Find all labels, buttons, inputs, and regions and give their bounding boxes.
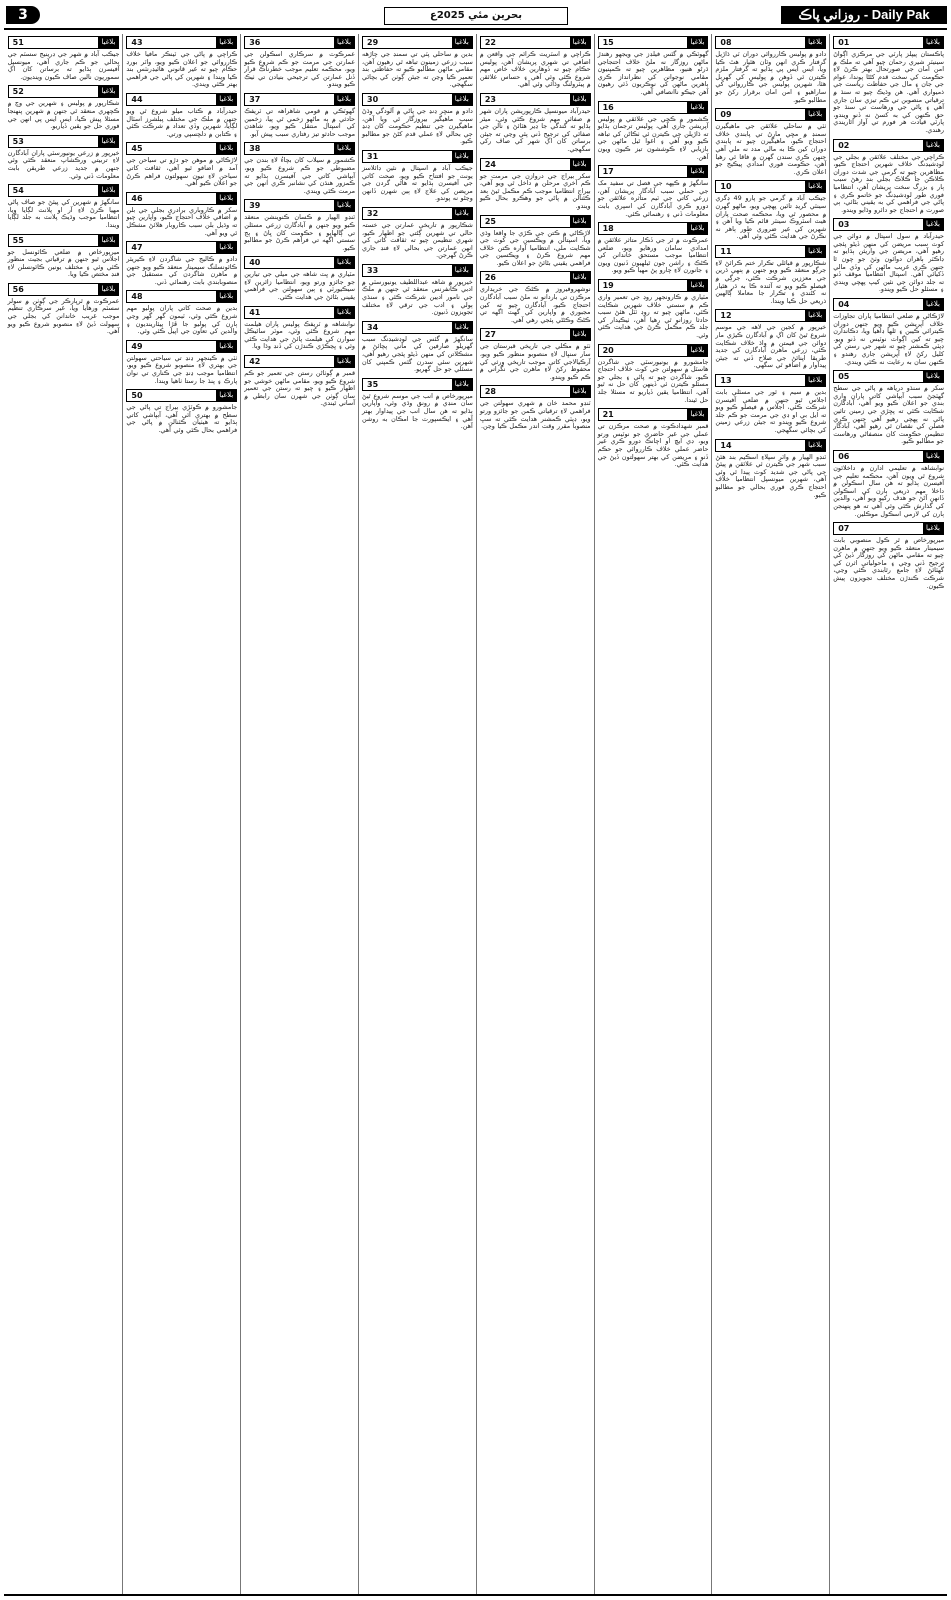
notice-number: 42 xyxy=(249,357,261,367)
notice-text: لاڙڪاڻي ۾ ضلعي انتظاميا پاران تجاوزات خلاف آپريشن ڪيو ويو جنهن دوران ڪيترائي ڪيبن ۽ ٿلها ڊاهيا ويا، دڪاندارن چيو ته کين اڳواٽ نوٽيس نه ڏنو ويو. ڊپٽي ڪمشنر چيو ته شهر جي رستن کي کليل رکڻ لاءِ آپريشن جاري رهندو ۽ ڪنهن سان به رعايت نه ڪئي ويندي. xyxy=(833,312,944,366)
notice-header xyxy=(362,321,473,334)
notice-number: 18 xyxy=(602,224,614,234)
notice-item xyxy=(8,135,120,180)
notice-item xyxy=(8,184,120,229)
notice-number: 19 xyxy=(602,281,614,291)
notice-text: ٽنڊو محمد خان ۾ شهري سهولتن جي فراهمي لاءِ ترقياتي ڪمن جو جائزو ورتو ويو، ڊپٽي ڪمشنر هدايت ڪئي ته سڀ منصوبا مقرر وقت اندر مڪمل ڪيا وڃن. xyxy=(479,399,591,431)
notice-number: 25 xyxy=(484,216,496,226)
notice-number: 39 xyxy=(249,201,261,211)
notice-tag: بلاغيا xyxy=(805,181,825,192)
notice-header xyxy=(362,264,473,277)
notice-text: خيرپور ۾ کجين جي لاهه جي موسم شروع ٿيڻ کان اڳ ۾ آبادگارن ڪيڙي مار دوائن جي قيمتن ۾ واڌ خلاف شڪايت ڪئي، زرعي ماهرن آبادگارن کي جديد طريقا اپنائڻ جي صلاح ڏني ته جيئن پيداوار ۾ اضافو ٿي سگهي. xyxy=(715,323,827,370)
notice-number: 09 xyxy=(720,110,732,120)
notice-text: نوابشاهه ۾ تعليمي ادارن ۾ داخلائون شروع ٿي ويون آهن، محڪمه تعليم جي آفيسرن ٻڌايو ته هن سال اسڪولن ۾ داخلا مهم ذريعي ٻارن کي اسڪولن ڏانهن آڻڻ جو هدف رکيو ويو آهي، والدين کي گذارش ڪئي وئي آهي ته هو پنهنجن ٻارن کي لازمي اسڪول موڪلين. xyxy=(833,463,944,518)
notice-item xyxy=(715,309,826,370)
notice-tag: بلاغيا xyxy=(452,151,472,162)
notice-text: ميرپورخاص ۾ ضلعي ڪائونسل جو اجلاس ٿيو جنهن ۾ ترقياتي بجيٽ منظور ڪئي وئي ۽ مختلف يونين ڪائونسلن لاءِ فنڊ مختص ڪيا ويا. xyxy=(7,247,120,279)
notice-header xyxy=(715,180,826,193)
notice-header xyxy=(715,36,826,49)
notice-text: گهوٽڪي ۾ گئس فيلڊز جي ويجهو رهندڙ ماڻهن روزگار نه ملڻ خلاف احتجاجي ڌرڻو هنيو، مظاهرين چيو ته ڪمپنيون مقامي نوجوانن کي نظرانداز ڪري ٻاهرين ماڻهن کي نوڪريون ڏئي رهيون آهن جيڪو ناانصافي آهي. xyxy=(597,50,709,96)
notice-tag: بلاغيا xyxy=(687,166,707,177)
notice-number: 41 xyxy=(249,307,261,317)
notice-tag: بلاغيا xyxy=(570,272,590,283)
notice-number: 53 xyxy=(12,136,24,146)
notice-text: نوشهروفيروز ۾ ڪڻڪ جي خريداري مرڪزن تي باردانو نه ملڻ سبب آبادگارن احتجاج ڪيو، آبادگارن چيو ته کين مجبوري ۾ واپارين کي گهٽ اگهه تي ڪڻڪ وڪڻڻي پئجي رهي آهي. xyxy=(479,285,591,324)
notice-item xyxy=(126,241,237,286)
notice-header xyxy=(715,374,826,387)
notice-text: جامشورو ۾ يونيورسٽي جي شاگردن هاسٽل ۾ سهولتن جي کوٽ خلاف احتجاج ڪيو، شاگردن چيو ته پاڻي ۽ بجلي جو مسئلو ڪيترن ئي ڏينهن کان حل نه ٿيو آهي، انتظاميا يقين ڏياريو ته مسئلا جلد حل ٿيندا. xyxy=(597,357,709,404)
notice-item xyxy=(8,234,120,279)
notice-text: قمبر شهدادڪوٽ ۾ صحت مرڪزن تي عملي جي غير حاضري جو نوٽيس ورتو ويو، ڊي ايڇ او اچانڪ دورو ڪري غير حاضر عملي خلاف ڪارروائي جو حڪم ڏنو ۽ مريضن کي بهتر سهولتون ڏيڻ جي هدايت ڪئي. xyxy=(597,422,709,469)
notice-item xyxy=(244,36,355,89)
notice-header xyxy=(480,93,591,106)
notice-number: 22 xyxy=(484,38,496,47)
notice-number: 11 xyxy=(720,246,732,256)
notice-tag: بلاغيا xyxy=(805,246,825,257)
notice-number: 47 xyxy=(131,243,143,253)
notice-number: 48 xyxy=(131,292,143,302)
text-column xyxy=(122,34,240,1596)
notice-header xyxy=(715,245,826,258)
notice-tag: بلاغيا xyxy=(452,265,472,276)
notice-text: جيڪب آباد ۾ اسپتال ۾ نئين ڊائلاسز يونٽ جو افتتاح ڪيو ويو، صحت کاتي جي آفيسرن ٻڌايو ته هاڻي گردن جي مريضن کي علاج لاءِ ٻين شهرن ڏانهن وڃڻو نه پوندو. xyxy=(362,163,473,203)
notice-number: 20 xyxy=(602,345,614,355)
columns-area xyxy=(4,34,947,1596)
notice-item xyxy=(715,439,826,500)
notice-tag: بلاغيا xyxy=(452,37,472,48)
notice-number: 31 xyxy=(367,151,379,161)
notice-text: ٺٽي ۾ ڪينجهر ڍنڍ تي سياحتي سهولتن جي بهتري لاءِ منصوبو شروع ڪيو ويو، انتظاميا موجب ڍنڍ جي ڪناري تي نوان پارڪ ۽ پنڌ جا رستا ٺاهيا ويندا. xyxy=(126,353,238,385)
notice-text: حيدرآباد ۾ ڪتاب ميلو شروع ٿي ويو جنهن ۾ ملڪ جي مختلف پبلشرز اسٽال لڳايا، شهرين وڏي تعداد ۾ شرڪت ڪئي ۽ ڪتابن ۾ دلچسپي ورتي. xyxy=(126,106,238,138)
notice-number: 55 xyxy=(12,235,24,245)
notice-text: ميرپورخاص ۾ ٿر ڪول منصوبي بابت سيمينار منعقد ڪيو ويو جنهن ۾ ماهرن چيو ته مقامي ماڻهن کي روزگار ڏيڻ کي ترجيح ڏني وڃي ۽ ماحولياتي اثرن کي گهٽائڻ لاءِ جامع رٿابندي ڪئي وڃي، شرڪت ڪندڙن مختلف تجويزون پيش ڪيون. xyxy=(833,536,944,590)
notice-text: ڪراچي ۾ اسٽريٽ ڪرائم جي واقعن ۾ اضافي تي شهري پريشان آهن، پوليس حڪام چيو ته ڏوهارين خلاف خاص مهم شروع ڪئي وئي آهي ۽ حساس علائقن ۾ پيٽرولنگ وڌائي وئي آهي. xyxy=(479,50,591,89)
notice-number: 28 xyxy=(484,387,496,397)
notice-text: نوابشاهه ۾ ٽريفڪ پوليس پاران هيلمٽ مهم شروع ڪئي وئي، موٽر سائيڪل سوارن کي هيلمٽ پائڻ جي هدايت ڪئي وئي ۽ ڀڃڪڙي ڪندڙن کي ڏنڊ وڌا ويا. xyxy=(244,319,356,351)
notice-number: 15 xyxy=(602,38,614,47)
notice-header xyxy=(8,36,120,49)
notice-number: 34 xyxy=(367,322,379,332)
notice-text: عمرڪوٽ ۾ سرڪاري اسڪولن جي عمارتن جي مرمت جو ڪم شروع ڪيو ويو، محڪمه تعليم موجب خطرناڪ قرار ڏنل عمارتن کي ترجيحي بنيادن تي ٺيڪ ڪيو ويندو. xyxy=(244,50,356,89)
notice-item xyxy=(244,142,355,195)
notice-item xyxy=(833,450,944,518)
notice-item xyxy=(8,85,120,130)
notice-header xyxy=(480,36,591,49)
notice-number: 54 xyxy=(12,186,24,196)
notice-tag: بلاغيا xyxy=(98,136,118,147)
notice-item xyxy=(480,93,591,154)
notice-item xyxy=(126,290,237,335)
notice-header xyxy=(480,271,591,284)
notice-text: بدين ۾ ساحلي پٽي تي سمنڊ جي چاڙهه سبب زرعي زمينون تباهه ٿي رهيون آهن، مقامي ماڻهن مطالبو ڪيو ته حفاظتي بند تعمير ڪيا وڃن ته جيئن ڳوٺن کي بچائي سگهجي. xyxy=(362,50,473,89)
notice-header xyxy=(362,93,473,106)
notice-tag: بلاغيا xyxy=(923,140,943,151)
notice-text: خيرپور ۾ شاهه عبداللطيف يونيورسٽي ۾ ادبي ڪانفرنس منعقد ٿي جنهن ۾ ملڪ جي نامور اديبن شرڪت ڪئي ۽ سنڌي ٻولي ۽ ادب جي ترقي لاءِ مختلف تجويزون ڏنيون. xyxy=(362,277,473,317)
notice-text: مٽياري ۾ ڀٽ شاهه جي ميلي جي تيارين جو جائزو ورتو ويو، انتظاميا زائرين لاءِ سيڪيورٽي ۽ ٻين سهولتن جي فراهمي يقيني بڻائڻ جي هدايت ڪئي. xyxy=(244,270,356,302)
notice-text: خيرپور ۾ زرعي يونيورسٽي پاران آبادگارن لاءِ تربيتي ورڪشاپ منعقد ڪئي وئي جنهن ۾ جديد زرعي طريقن بابت معلومات ڏني وئي. xyxy=(7,148,120,180)
page-number: 3 xyxy=(6,6,40,24)
notice-header xyxy=(598,408,709,421)
notice-number: 21 xyxy=(602,410,614,420)
notice-tag: بلاغيا xyxy=(805,375,825,386)
notice-text: دادو ۾ پوليس ڪارروائي دوران ٽي ڌاڙيل گرفتار ڪري انهن وٽان هٿيار هٿ ڪيا ويا، ايس ايس پي ٻڌايو ته گرفتار ملزم ڪيترن ئي ڏوهن ۾ پوليس کي گهربل هئا، شهرين پوليس جي ڪارروائي کي ساراهيو ۽ امن امان برقرار رکڻ جو مطالبو ڪيو. xyxy=(715,50,827,104)
notice-number: 05 xyxy=(838,372,850,382)
notice-item xyxy=(244,93,355,138)
notice-header xyxy=(833,370,944,383)
notice-number: 13 xyxy=(720,376,732,385)
notice-header xyxy=(362,150,473,163)
notice-header xyxy=(598,222,709,235)
notice-number: 10 xyxy=(720,182,732,192)
notice-tag: بلاغيا xyxy=(805,109,825,120)
notice-header xyxy=(715,309,826,322)
notice-header xyxy=(715,108,826,121)
notice-tag: بلاغيا xyxy=(570,94,590,105)
notice-text: لاڙڪاڻي ۾ ڪتن جي ڪڙي جا واقعا وڌي ويا، اسپتالن ۾ ويڪسين جي کوٽ جي شڪايت ملي، انتظاميا آواره ڪتن خلاف مهم شروع ڪرڻ ۽ ويڪسين جي فراهمي يقيني بڻائڻ جو اعلان ڪيو. xyxy=(479,228,591,267)
notice-tag: بلاغيا xyxy=(98,284,118,295)
notice-text: دادو ۾ ڪاليج جي شاگردن لاءِ ڪيريئر ڪائونسلنگ سيمينار منعقد ڪيو ويو جنهن ۾ ماهرن شاگردن کي مستقبل جي منصوبابندي بابت رهنمائي ڏني. xyxy=(126,255,238,286)
notice-header xyxy=(8,283,120,296)
page-header xyxy=(4,4,947,30)
notice-tag: بلاغيا xyxy=(805,440,825,451)
notice-text: سانگهڙ ۾ گئس جي لوڊشيڊنگ سبب گهريلو صارفين کي ماني پچائڻ ۾ مشڪلاتن کي منهن ڏيڻو پئجي رهيو آهي، شهرين سئي سدرن گئس ڪمپني کان مسئلي جو حل گهريو. xyxy=(362,334,473,374)
notice-item xyxy=(126,93,237,138)
notice-item xyxy=(362,264,473,317)
notice-number: 52 xyxy=(12,87,24,97)
notice-number: 46 xyxy=(131,193,143,203)
notice-text: ڪشمور ۾ ڪچي جي علائقي ۾ پوليس آپريشن جاري آهي، پوليس ترجمان ٻڌايو ته ڌاڙيلن جي ڪيترن ئي ٺڪاڻن کي تباهه ڪيو ويو آهي ۽ اغوا ٿيل ماڻهن جي بازيابي لاءِ ڪوششون تيز ڪيون ويون آهن. xyxy=(597,114,709,161)
notice-text: ٽنڊو الهيار ۾ واٽر سپلاءِ اسڪيم بند هئڻ سبب شهر جي ڪيترن ئي علائقن ۾ پيئڻ جي پاڻي جي شديد کوٽ پيدا ٿي وئي آهي، شهرين ميونسپل انتظاميا خلاف احتجاج ڪري فوري بحالي جو مطالبو ڪيو. xyxy=(715,452,827,499)
notice-text: دادو ۾ منڇر ڍنڍ جي پاڻي ۾ آلودگي وڌڻ سبب ماهيگير بيروزگار ٿي ويا آهن، ماهيگيرن جي تنظيم حڪومت کان ڍنڍ جي بحالي لاءِ عملي قدم کڻڻ جو مطالبو ڪيو. xyxy=(362,106,473,146)
notice-item xyxy=(715,108,826,176)
notice-item xyxy=(598,36,709,97)
text-column xyxy=(5,34,123,1596)
notice-header xyxy=(8,85,120,98)
notice-item xyxy=(833,298,944,366)
notice-text: شڪارپور ۾ پوليس ۽ شهرين جي وچ ۾ ڪچهري منعقد ٿي جنهن ۾ شهرين پنهنجا مسئلا پيش ڪيا، ايس ايس پي انهن جي فوري حل جو يقين ڏياريو. xyxy=(7,99,120,131)
notice-text: ڪراچي ۾ پاڻي جي ٽينڪر مافيا خلاف ڪارروائي جو اعلان ڪيو ويو، واٽر بورڊ حڪام چيو ته غير قانوني هائيڊرنٽس بند ڪيا ويندا ۽ شهرين کي پاڻي جي فراهمي بهتر ڪئي ويندي. xyxy=(126,50,238,89)
notice-number: 30 xyxy=(367,94,379,104)
notice-number: 32 xyxy=(367,208,379,218)
notice-header xyxy=(244,36,355,49)
notice-tag: بلاغيا xyxy=(98,185,118,196)
notice-header xyxy=(244,142,355,155)
notice-header xyxy=(126,389,237,402)
notice-tag: بلاغيا xyxy=(687,37,707,48)
notice-header xyxy=(598,165,709,178)
notice-header xyxy=(244,199,355,212)
notice-item xyxy=(715,180,826,241)
notice-text: سکر بيراج جي دروازن جي مرمت جو ڪم آخري مرحلن ۾ داخل ٿي ويو آهي، بيراج انتظاميا موجب ڪم مڪمل ٿيڻ بعد ڪئنالن ۾ پاڻي جو وهڪرو بحال ڪيو ويندو. xyxy=(479,171,591,210)
notice-number: 06 xyxy=(838,451,850,461)
notice-item xyxy=(126,142,237,187)
notice-item xyxy=(362,321,473,374)
text-column xyxy=(594,34,712,1596)
notice-tag: بلاغيا xyxy=(334,356,354,367)
notice-tag: بلاغيا xyxy=(923,371,943,382)
notice-text: شڪارپور ۾ تاريخي عمارتن جي خستہ حالي تي شهرين ڳڻتي جو اظهار ڪيو، شهري تنظيمن چيو ته ثقافت کاتي کي انهن عمارتن جي بحالي لاءِ فنڊ جاري ڪرڻ گهرجن. xyxy=(362,220,473,260)
notice-number: 04 xyxy=(838,300,850,310)
notice-tag: بلاغيا xyxy=(216,242,236,253)
notice-tag: بلاغيا xyxy=(923,451,943,462)
notice-number: 24 xyxy=(484,159,496,169)
notice-item xyxy=(362,207,473,260)
notice-text: سانگهڙ ۾ شهرين کي پيئڻ جو صاف پاڻي مهيا ڪرڻ لاءِ آر او پلانٽ لڳايا ويا، انتظاميا موجب وڌيڪ پلانٽ به جلد لڳايا ويندا. xyxy=(7,198,120,229)
notice-number: 44 xyxy=(131,94,143,104)
notice-item xyxy=(480,215,591,268)
notice-tag: بلاغيا xyxy=(216,341,236,352)
notice-number: 07 xyxy=(838,524,850,534)
notice-item xyxy=(480,328,591,381)
notice-tag: بلاغيا xyxy=(687,345,707,356)
notice-item xyxy=(598,222,709,275)
notice-text: سکر ۾ ڪاروباري برادري بجلي جي بلن ۾ اضافي خلاف احتجاج ڪيو، واپارين چيو ته وڌيل بلن سبب ڪاروبار هلائڻ مشڪل ٿي ويو آهي. xyxy=(126,205,238,237)
notice-number: 38 xyxy=(249,144,261,154)
notice-text: جامشورو ۾ ڪوٽڙي بيراج تي پاڻي جي سطح ۾ بهتري آئي آهي، آبپاشي کاتي ٻڌايو ته هيٺيان ڪئنالن ۾ پاڻي جي فراهمي بحال ڪئي وئي آهي. xyxy=(126,403,238,434)
notice-tag: بلاغيا xyxy=(334,200,354,211)
bottom-rule xyxy=(4,1594,947,1596)
notice-tag: بلاغيا xyxy=(334,257,354,268)
notice-item xyxy=(362,150,473,203)
notice-number: 40 xyxy=(249,258,261,268)
notice-number: 33 xyxy=(367,265,379,275)
notice-text: عمرڪوٽ ۾ ٿر جي ڏڪار متاثر علائقن ۾ امدادي سامان ورهايو ويو، ضلعي انتظاميا موجب مستحق خاندانن کي ڪڻڪ ۽ راشن جون ٿيلهيون ڏنيون ويون ۽ جانورن لاءِ چارو پڻ مهيا ڪيو ويو. xyxy=(597,236,709,275)
notice-item xyxy=(244,355,355,408)
notice-item xyxy=(598,279,709,340)
notice-tag: بلاغيا xyxy=(570,216,590,227)
notice-header xyxy=(8,135,120,148)
notice-header xyxy=(598,279,709,292)
notice-number: 43 xyxy=(131,38,143,47)
notice-number: 49 xyxy=(131,341,143,351)
notice-text: قمبر ۾ ڳوٺاڻن رستن جي تعمير جو ڪم شروع ڪيو ويو، مقامي ماڻهن خوشي جو اظهار ڪيو ۽ چيو ته رستن جي تعمير سان ڳوٺن جي شهرن سان رابطي ۾ آساني ٿيندي. xyxy=(244,369,356,408)
notice-header xyxy=(8,184,120,197)
notice-item xyxy=(833,139,944,215)
notice-text: ٺٽي ۾ ساحلي علائقن جي ماهيگيرن سمنڊ ۾ مڇي مارڻ تي پابندي خلاف احتجاج ڪيو، ماهيگيرن چيو ته پابندي دوران کين ڪا به مالي مدد نه ملي آهي جنهن ڪري سندن گهرن ۾ فاقا ٿي رهيا آهن، حڪومت فوري امدادي پيڪيج جو اعلان ڪري. xyxy=(715,122,827,176)
notice-text: بدين ۾ صحت کاتي پاران پوليو مهم شروع ڪئي وئي، ٽيمون گهر گهر وڃي ٻارن کي پوليو جا ڦڙا پيئارينديون ۽ والدين کي تعاون جي اپيل ڪئي وئي. xyxy=(126,304,238,336)
notice-header xyxy=(362,36,473,49)
notice-number: 26 xyxy=(484,273,496,283)
notice-text: جيڪب آباد ۾ گرمي جو پارو 49 ڊگري سينٽي گريڊ تائين پهچي ويو، ماڻهو گهرن ۾ محصور ٿي ويا، محڪمه صحت پاران هيٽ اسٽروڪ سينٽر قائم ڪيا ويا آهن ۽ شهرين کي غير ضروري طور ٻاهر نه نڪرڻ جي هدايت ڪئي وئي آهي. xyxy=(715,194,827,241)
notice-item xyxy=(8,283,120,336)
notice-header xyxy=(480,385,591,398)
notice-text: ڪراچي جي مختلف علائقن ۾ بجلي جي لوڊشيڊنگ خلاف شهرين احتجاج ڪيو، مظاهرين چيو ته گرمي جي شدت دوران ڪلاڪن جا ڪلاڪ بجلي بند رهڻ سبب ٻار ۽ بزرگ سخت پريشان آهن، انتظاميا فوري طور لوڊشيڊنگ جو خاتمو ڪري ۽ پاڻي جي فراهمي کي به يقيني بڻائي، ٻي صورت ۾ احتجاج جو دائرو وڌايو ويندو. xyxy=(833,152,944,214)
notice-tag: بلاغيا xyxy=(687,280,707,291)
notice-text: عمرڪوٽ ۾ ٿرپارڪر جي ڳوٺن ۾ سولر سسٽم ورهايا ويا، غير سرڪاري تنظيم موجب غريب خاندانن کي بجلي جي سهولت ڏيڻ لاءِ منصوبو شروع ڪيو ويو آهي. xyxy=(7,296,120,336)
notice-text: ميرپورخاص ۾ انب جي موسم شروع ٿيڻ سان منڊي ۾ رونق وڌي وئي، واپارين ٻڌايو ته هن سال انب جي پيداوار بهتر آهي ۽ ايڪسپورٽ جا امڪان به روشن آهن. xyxy=(362,391,473,431)
notice-header xyxy=(8,234,120,247)
notice-header xyxy=(715,439,826,452)
notice-header xyxy=(126,192,237,205)
text-column xyxy=(476,34,594,1596)
notice-tag: بلاغيا xyxy=(216,94,236,105)
notice-item xyxy=(362,36,473,89)
notice-tag: بلاغيا xyxy=(334,37,354,48)
notice-header xyxy=(126,241,237,254)
notice-tag: بلاغيا xyxy=(98,37,118,48)
notice-tag: بلاغيا xyxy=(570,37,590,48)
notice-number: 36 xyxy=(249,38,261,47)
notice-item xyxy=(715,374,826,435)
notice-number: 02 xyxy=(838,140,850,150)
notice-text: مٽياري ۾ ڪارونجھر روڊ جي تعمير واري ڪم ۾ سستي خلاف شهرين شڪايت ڪئي، ماڻهن چيو ته روڊ ٽٽل هئڻ سبب حادثا روزانو ٿي رهيا آهن، ٺيڪيدار کي جلد ڪم مڪمل ڪرڻ جي هدايت ڪئي وئي. xyxy=(597,293,709,340)
notice-number: 35 xyxy=(367,379,379,389)
notice-text: جيڪب آباد ۾ شهر جي ڊرينيج سسٽم جي بحالي جو ڪم جاري آهي، ميونسپل آفيسرن ٻڌايو ته برساتن کان اڳ سموريون نالين صاف ڪيون وينديون. xyxy=(7,50,120,81)
notice-item xyxy=(244,256,355,301)
notice-header xyxy=(244,256,355,269)
notice-number: 01 xyxy=(838,38,850,47)
notice-tag: بلاغيا xyxy=(687,102,707,113)
notice-header xyxy=(833,298,944,311)
notice-item xyxy=(833,370,944,446)
notice-item xyxy=(833,522,944,590)
notice-tag: بلاغيا xyxy=(923,219,943,230)
notice-item xyxy=(833,36,944,135)
notice-tag: بلاغيا xyxy=(805,37,825,48)
notice-tag: بلاغيا xyxy=(216,37,236,48)
notice-text: ڪشمور ۾ سيلاب کان بچاءُ لاءِ بندن جي مضبوطي جو ڪم شروع ڪيو ويو، آبپاشي کاتي جي آفيسرن ٻڌايو ته ڪمزور هنڌن کي نشانبر ڪري انهن جي مرمت ڪئي ويندي. xyxy=(244,156,356,195)
notice-item xyxy=(244,199,355,252)
notice-text: ٺٽو ۾ مڪلي جي تاريخي قبرستان جي سار سنڀال لاءِ منصوبو منظور ڪيو ويو، آرڪيالاجي کاتي موجب تاريخي ورثي کي محفوظ رکڻ لاءِ ماهرن جي نگراني ۾ ڪم ڪيو ويندو. xyxy=(479,342,591,381)
notice-tag: بلاغيا xyxy=(452,94,472,105)
notice-tag: بلاغيا xyxy=(570,159,590,170)
notice-tag: بلاغيا xyxy=(923,37,943,48)
notice-tag: بلاغيا xyxy=(687,223,707,234)
notice-item xyxy=(833,218,944,294)
notice-tag: بلاغيا xyxy=(923,523,943,534)
notice-text: لاڙڪاڻي ۾ موهن جو دڙو تي سياحن جي آمد ۾ اضافو ٿيو آهي، ثقافت کاتي سياحن لاءِ نيون سهولتون فراهم ڪرڻ جو اعلان ڪيو آهي. xyxy=(126,156,238,188)
notice-item xyxy=(244,306,355,351)
notice-number: 56 xyxy=(12,284,24,294)
notice-tag: بلاغيا xyxy=(452,379,472,390)
notice-header xyxy=(126,36,237,49)
notice-header xyxy=(480,158,591,171)
notice-header xyxy=(833,450,944,463)
notice-number: 50 xyxy=(131,391,143,401)
notice-tag: بلاغيا xyxy=(216,291,236,302)
notice-item xyxy=(480,158,591,211)
text-column xyxy=(711,34,829,1596)
notice-item xyxy=(598,165,709,218)
notice-header xyxy=(833,36,944,49)
notice-header xyxy=(362,378,473,391)
notice-text: پاڪستان پيپلز پارٽي جي مرڪزي اڳواڻ سينيٽر شيري رحمان چيو آهي ته ملڪ ۾ امن امان جي صورتحال بهتر ڪرڻ لاءِ حڪومت کي سخت قدم کڻڻا پوندا، عوام جي جان ۽ مال جي حفاظت رياست جي ذميواري آهي. هن وڌيڪ چيو ته سنڌ ۾ ترقياتي منصوبن تي ڪم تيزي سان جاري آهي ۽ پاڻي جي ورهاست تي سنڌ جو حق ڪنهن کي به کسڻ نه ڏنو ويندو، پارٽي قيادت هر فورم تي آواز اٿاريندي رهندي. xyxy=(833,50,944,134)
notice-text: حيدرآباد ۾ سول اسپتال ۾ دوائن جي کوٽ سبب مريضن کي منهن ڏيڻو پئجي رهيو آهي، مريضن جي واريثن ٻڌايو ته ڊاڪٽر ٻاهران دوائون وٺڻ جو چون ٿا جنهن ڪري غريب ماڻهن کي وڏي مالي ڏکيائي آهي. اسپتال انتظاميا موقف ڏنو ته جلد دوائن جي نئين کيپ پهچي ويندي ۽ مسئلو حل ڪيو ويندو. xyxy=(833,232,944,294)
notice-item xyxy=(715,36,826,104)
notice-number: 23 xyxy=(484,94,496,104)
notice-item xyxy=(362,378,473,431)
notice-number: 03 xyxy=(838,220,850,230)
notice-tag: بلاغيا xyxy=(570,329,590,340)
notice-item xyxy=(126,389,237,434)
notice-text: سانگهڙ ۾ ڪپهه جي فصل تي سفيد مک جي حملي سبب آبادگار پريشان آهن، زرعي کاتي جي ٽيم متاثره علائقن جو دورو ڪري آبادگارن کي اسپري بابت معلومات ڏني ۽ رهنمائي ڪئي. xyxy=(597,179,709,218)
issue-date: بحرین مئي 2025ع xyxy=(384,7,568,25)
notice-tag: بلاغيا xyxy=(334,143,354,154)
notice-item xyxy=(362,93,473,146)
notice-item xyxy=(598,344,709,405)
notice-item xyxy=(480,271,591,324)
text-column xyxy=(829,34,947,1596)
notice-header xyxy=(598,36,709,49)
notice-number: 27 xyxy=(484,330,496,340)
notice-item xyxy=(598,408,709,469)
notice-item xyxy=(480,36,591,89)
notice-header xyxy=(833,218,944,231)
notice-tag: بلاغيا xyxy=(216,390,236,401)
notice-number: 37 xyxy=(249,94,261,104)
notice-tag: بلاغيا xyxy=(805,310,825,321)
newspaper-page xyxy=(4,4,947,1596)
notice-header xyxy=(126,142,237,155)
notice-item xyxy=(8,36,120,81)
notice-tag: بلاغيا xyxy=(452,322,472,333)
notice-number: 16 xyxy=(602,102,614,112)
notice-tag: بلاغيا xyxy=(216,193,236,204)
notice-text: شڪارپور ۾ قبائلي تڪرار ختم ڪرائڻ لاءِ جرڳو منعقد ڪيو ويو جنهن ۾ ٻنهي ڌرين جي معززين شرڪت ڪئي، جرڳي ۾ فيصلو ڪيو ويو ته آئنده ڪا به ڌر هٿيار نه کڻندي ۽ تڪرار جا معاملا ڳالهين ذريعي حل ڪيا ويندا. xyxy=(715,258,827,305)
notice-number: 29 xyxy=(367,38,379,47)
notice-header xyxy=(126,290,237,303)
notice-item xyxy=(126,192,237,237)
notice-header xyxy=(126,93,237,106)
notice-header xyxy=(244,355,355,368)
notice-text: سکر ۾ سنڌو درياهه ۾ پاڻي جي سطح گهٽجڻ سبب آبپاشي کاتي پاران واري بندي جو اعلان ڪيو ويو آهي، آبادگارن شڪايت ڪئي ته پڇڙي جي زمينن تائين پاڻي نه پهچي رهيو آهي جنهن ڪري فصلن کي نقصان ٿي رهيو آهي، آبادگار تنظيمن حڪومت کان منصفاڻي ورهاست جو مطالبو ڪيو. xyxy=(833,384,944,446)
notice-header xyxy=(244,306,355,319)
notice-tag: بلاغيا xyxy=(452,208,472,219)
notice-number: 17 xyxy=(602,167,614,177)
notice-item xyxy=(126,340,237,385)
notice-number: 51 xyxy=(12,38,24,47)
notice-item xyxy=(715,245,826,306)
notice-text: حيدرآباد ميونسپل ڪارپوريشن پاران شهر ۾ صفائي مهم شروع ڪئي وئي، ميئر ٻڌايو ته گندگي جا ڍير هٽائڻ ۽ نالن جي صفائي کي ترجيح ڏني پئي وڃي ته جيئن برساتن کان اڳ شهر کي صاف رکي سگهجي. xyxy=(479,106,591,153)
notice-text: گهوٽڪي ۾ قومي شاهراهه تي ٽريفڪ حادثي ۾ ٻه ماڻهو زخمي ٿي پيا، زخمين کي اسپتال منتقل ڪيو ويو، شاهدن موجب حادثو تيز رفتاري سبب پيش آيو. xyxy=(244,106,356,138)
notice-number: 14 xyxy=(720,440,732,450)
notice-number: 12 xyxy=(720,311,732,321)
text-column xyxy=(240,34,358,1596)
notice-header xyxy=(598,344,709,357)
notice-tag: بلاغيا xyxy=(334,94,354,105)
masthead: روزاني پاڪ - Daily Pak xyxy=(781,6,947,24)
notice-item xyxy=(598,101,709,162)
notice-header xyxy=(480,215,591,228)
notice-tag: بلاغيا xyxy=(334,307,354,318)
notice-tag: بلاغيا xyxy=(687,409,707,420)
notice-tag: بلاغيا xyxy=(98,86,118,97)
notice-header xyxy=(126,340,237,353)
notice-header xyxy=(598,101,709,114)
notice-header xyxy=(833,522,944,535)
text-column xyxy=(358,34,476,1596)
notice-item xyxy=(480,385,591,430)
notice-header xyxy=(480,328,591,341)
notice-tag: بلاغيا xyxy=(570,386,590,397)
notice-tag: بلاغيا xyxy=(98,235,118,246)
notice-header xyxy=(833,139,944,152)
notice-header xyxy=(362,207,473,220)
notice-text: ٽنڊو الهيار ۾ ڪسان ڪنوينشن منعقد ڪيو ويو جنهن ۾ آبادگارن زرعي مسئلن تي ڳالهايو ۽ حڪومت کان ڀاڻ ۽ ٻج سستي اگهه تي فراهم ڪرڻ جو مطالبو ڪيو. xyxy=(244,213,356,252)
notice-number: 45 xyxy=(131,144,143,154)
notice-tag: بلاغيا xyxy=(923,299,943,310)
notice-item xyxy=(126,36,237,89)
notice-text: بدين ۾ سيم ۽ ٿور جي مسئلي بابت اجلاس ٿيو جنهن ۾ ضلعي آفيسرن شرڪت ڪئي، اجلاس ۾ فيصلو ڪيو ويو ته ايل بي او ڊي جي مرمت جو ڪم جلد شروع ڪيو ويندو ته جيئن زرعي زمينن کي بچائي سگهجي. xyxy=(715,388,827,434)
notice-header xyxy=(244,93,355,106)
notice-number: 08 xyxy=(720,38,732,47)
notice-tag: بلاغيا xyxy=(216,143,236,154)
